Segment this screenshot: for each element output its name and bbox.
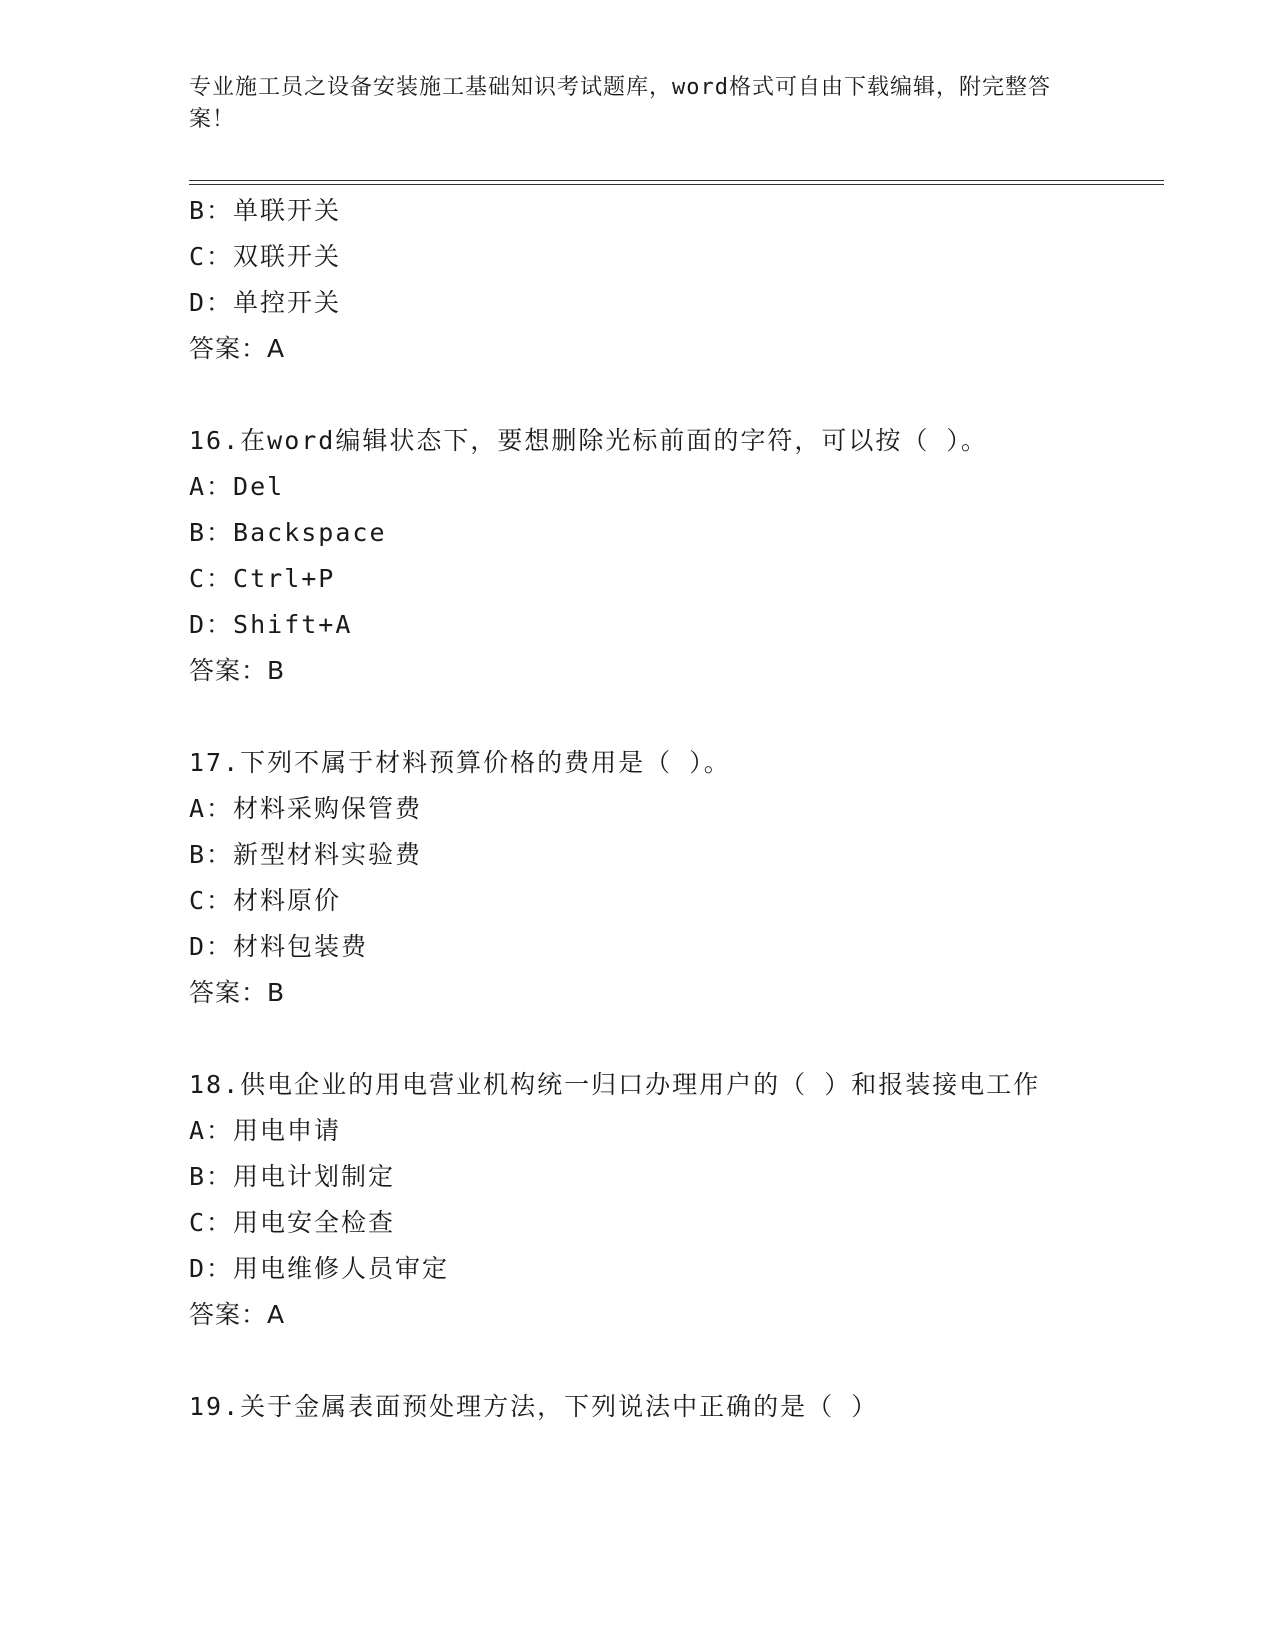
option-c: C：用电安全检查 <box>189 1208 396 1237</box>
question-block-19 <box>189 1384 1089 1430</box>
option-b: B：用电计划制定 <box>189 1162 396 1191</box>
spacer <box>189 1016 1089 1062</box>
option-c: C：材料原价 <box>189 886 342 915</box>
question-list <box>189 188 1089 1430</box>
option-c: C：双联开关 <box>189 242 342 271</box>
option-a: A：Del <box>189 472 285 501</box>
question-text: 18.供电企业的用电营业机构统一归口办理用户的（ ）和报装接电工作 <box>189 1070 1041 1099</box>
spacer <box>189 372 1089 418</box>
question-block-18 <box>189 1062 1089 1338</box>
spacer <box>189 1338 1089 1384</box>
question-text: 17.下列不属于材料预算价格的费用是（ ）。 <box>189 748 731 777</box>
question-block-17 <box>189 740 1089 1016</box>
option-b: B：单联开关 <box>189 196 342 225</box>
question-text: 19.关于金属表面预处理方法，下列说法中正确的是（ ） <box>189 1392 879 1421</box>
option-d: D：材料包装费 <box>189 932 369 961</box>
answer-line: 答案：A <box>189 334 286 363</box>
header-divider-bottom <box>189 184 1164 185</box>
option-d: D：用电维修人员审定 <box>189 1254 450 1283</box>
question-block-15 <box>189 188 1089 372</box>
document-header: 专业施工员之设备安装施工基础知识考试题库，word格式可自由下载编辑，附完整答案！ <box>189 75 1051 132</box>
option-a: A：材料采购保管费 <box>189 794 423 823</box>
option-a: A：用电申请 <box>189 1116 342 1145</box>
option-b: B：新型材料实验费 <box>189 840 423 869</box>
header-divider-top <box>189 180 1164 181</box>
question-block-16 <box>189 418 1089 694</box>
option-d: D：单控开关 <box>189 288 342 317</box>
answer-line: 答案：B <box>189 656 286 685</box>
question-text: 16.在word编辑状态下，要想删除光标前面的字符，可以按（ ）。 <box>189 426 988 455</box>
option-b: B：Backspace <box>189 518 387 547</box>
option-d: D：Shift+A <box>189 610 353 639</box>
spacer <box>189 694 1089 740</box>
option-c: C：Ctrl+P <box>189 564 336 593</box>
answer-line: 答案：A <box>189 1300 286 1329</box>
answer-line: 答案：B <box>189 978 286 1007</box>
